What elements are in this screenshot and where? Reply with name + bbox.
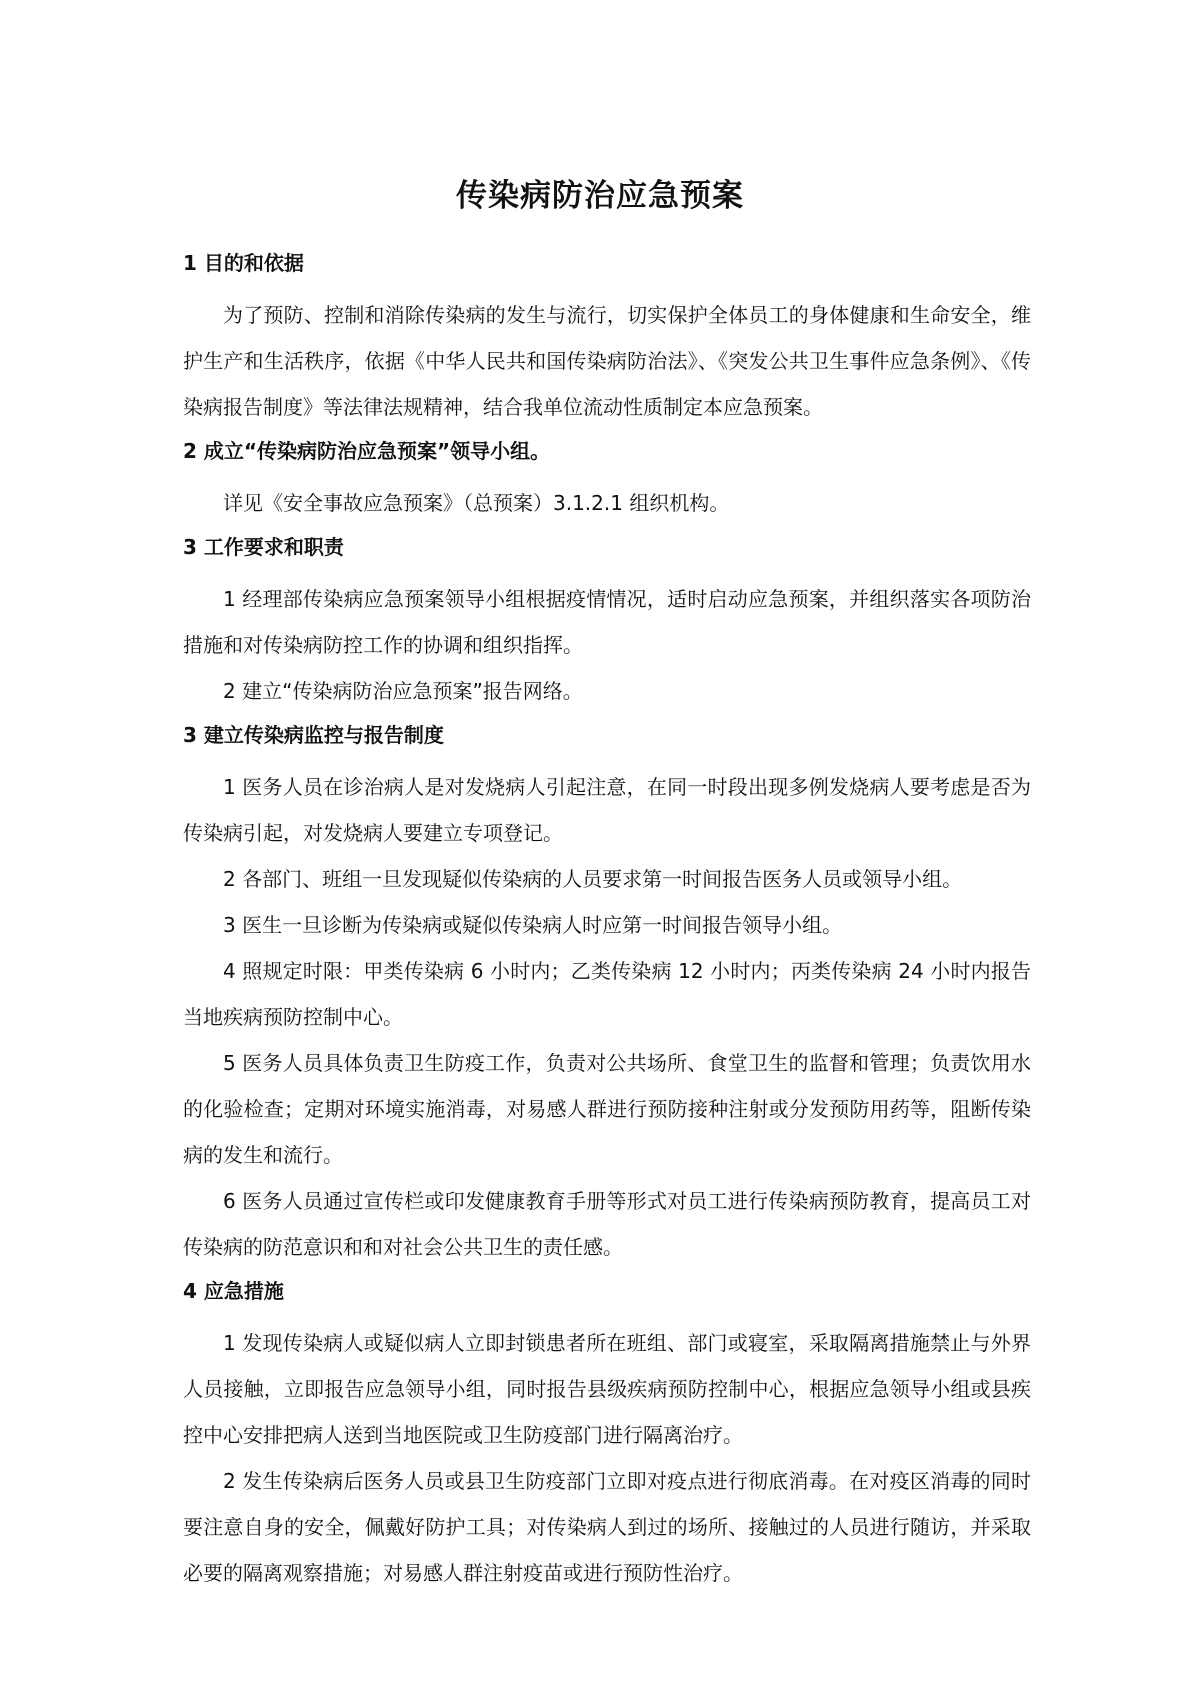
section-heading: 1 目的和依据 [183,251,304,275]
section-heading: 4 应急措施 [183,1279,284,1303]
section-1 [183,248,1031,430]
section-4 [183,720,1031,1270]
section-3 [183,532,1031,714]
document-title: 传染病防治应急预案 [456,178,744,214]
section-paragraph: 2 各部门、班组一旦发现疑似传染病的人员要求第一时间报告医务人员或领导小组。 [223,867,963,891]
section-paragraph: 2 建立“传染病防治应急预案”报告网络。 [223,679,583,703]
section-paragraph: 1 经理部传染病应急预案领导小组根据疫情情况，适时启动应急预案，并组织落实各项防治措施和对传染病防控工作的协调和组织指挥。 [183,587,1031,657]
section-5 [183,1276,1031,1596]
section-paragraph: 1 医务人员在诊治病人是对发烧病人引起注意，在同一时段出现多例发烧病人要考虑是否为传染病引起，对发烧病人要建立专项登记。 [183,775,1031,845]
section-paragraph: 为了预防、控制和消除传染病的发生与流行，切实保护全体员工的身体健康和生命安全，维护生产和生活秩序，依据《中华人民共和国传染病防治法》、《突发公共卫生事件应急条例》、《传染病报告制度》等法律法规精神，结合我单位流动性质制定本应急预案。 [183,303,1031,419]
section-paragraph: 5 医务人员具体负责卫生防疫工作，负责对公共场所、食堂卫生的监督和管理；负责饮用水的化验检查；定期对环境实施消毒，对易感人群进行预防接种注射或分发预防用药等，阻断传染病的发生和流行。 [183,1051,1031,1167]
section-paragraph: 3 医生一旦诊断为传染病或疑似传染病人时应第一时间报告领导小组。 [223,913,843,937]
section-2 [183,436,1031,526]
section-paragraph: 2 发生传染病后医务人员或县卫生防疫部门立即对疫点进行彻底消毒。在对疫区消毒的同时要注意自身的安全，佩戴好防护工具；对传染病人到过的场所、接触过的人员进行随访，并采取必要的隔离观察措施；对易感人群注射疫苗或进行预防性治疗。 [183,1469,1031,1585]
section-heading: 3 建立传染病监控与报告制度 [183,723,444,747]
section-paragraph: 详见《安全事故应急预案》（总预案）3.1.2.1 组织机构。 [223,491,730,515]
document-body [183,248,1031,1596]
section-heading: 3 工作要求和职责 [183,535,344,559]
section-paragraph: 4 照规定时限：甲类传染病 6 小时内；乙类传染病 12 小时内；丙类传染病 24 小时内报告当地疾病预防控制中心。 [183,959,1031,1029]
section-heading: 2 成立“传染病防治应急预案”领导小组。 [183,439,551,463]
section-paragraph: 1 发现传染病人或疑似病人立即封锁患者所在班组、部门或寝室，采取隔离措施禁止与外界人员接触，立即报告应急领导小组，同时报告县级疾病预防控制中心，根据应急领导小组或县疾控中心安排把病人送到当地医院或卫生防疫部门进行隔离治疗。 [183,1331,1031,1447]
section-paragraph: 6 医务人员通过宣传栏或印发健康教育手册等形式对员工进行传染病预防教育，提高员工对传染病的防范意识和和对社会公共卫生的责任感。 [183,1189,1031,1259]
